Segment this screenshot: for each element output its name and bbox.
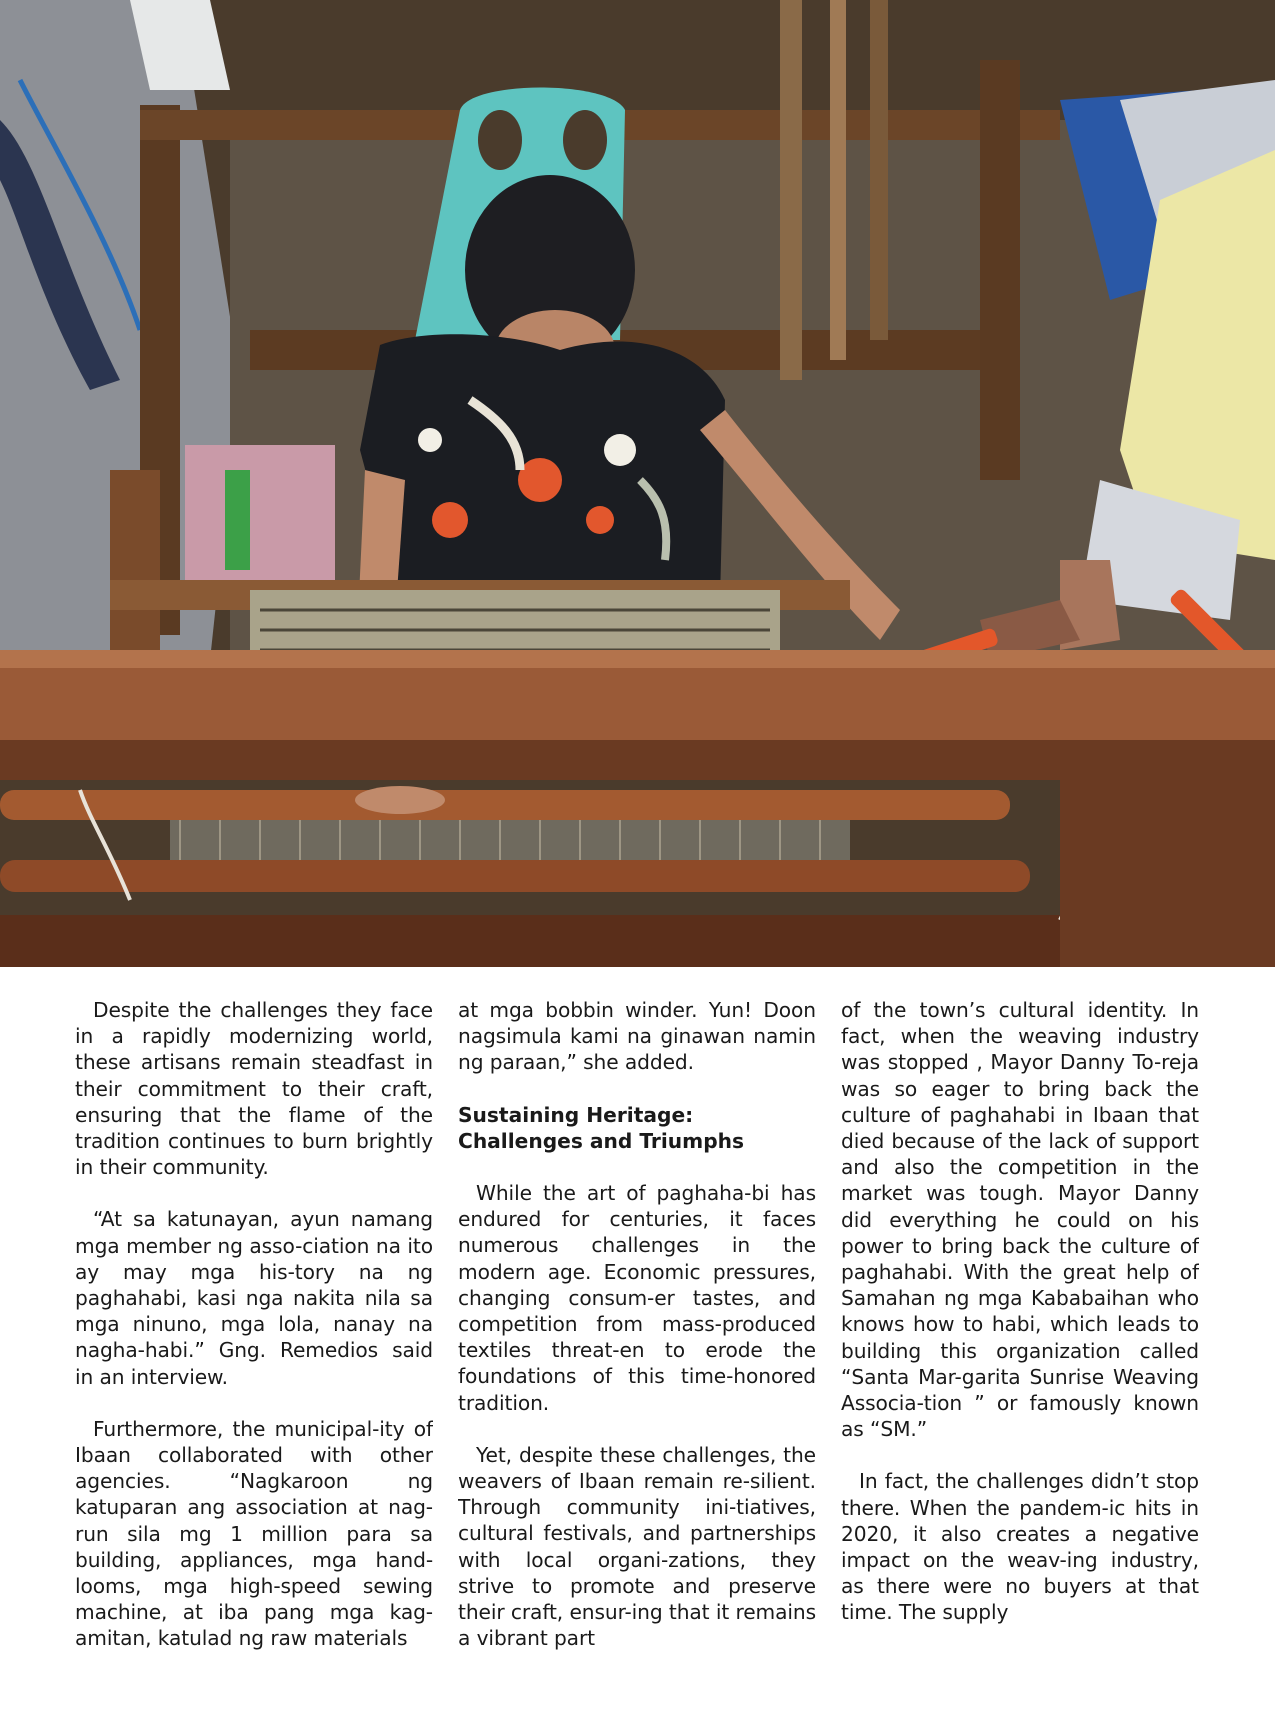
section-heading-line-1: Sustaining Heritage:	[458, 1102, 694, 1127]
section-heading	[458, 1102, 816, 1154]
paragraph: While the art of paghaha-bi has endured for centuries, it faces numerous challenges in the modern age. Economic pressures, changing consum-er tastes, and competition from mass-produced textiles threat-en to erode the foundations of this time-honored tradition.	[458, 1181, 816, 1415]
article-column-3	[841, 997, 1199, 1687]
paragraph: of the town’s cultural identity. In fact, when the weaving industry was stopped , Mayor Danny To-reja was so eager to bring back the culture of paghahabi in Ibaan that died because of the lack of support and also the competition in the market was tough. Mayor Danny did everything he could on his power to bring back the culture of paghahabi. With the great help of Samahan ng mga Kababaihan who knows how to habi, which leads to building this organization called “Santa Mar-garita Sunrise Weaving Associa-tion ” or famously known as “SM.”	[841, 998, 1199, 1442]
article-column-2	[458, 997, 816, 1687]
paragraph: Yet, despite these challenges, the weavers of Ibaan remain re-silient. Through community ini-tiatives, cultural festivals, and partnerships with local organi-zations, they strive to promote and preserve their craft, ensur-ing that it remains a vibrant part	[458, 1442, 816, 1651]
article-body	[75, 997, 1200, 1687]
article-column-1	[75, 997, 433, 1687]
paragraph: “At sa katunayan, ayun namang mga member ng asso-ciation na ito ay may mga his-tory na ng paghahabi, kasi nga nakita nila sa mga ninuno, mga lola, nanay na nagha-habi.” Gng. Remedios said in an interview.	[75, 1207, 433, 1389]
paragraph: Furthermore, the municipal-ity of Ibaan collaborated with other agencies. “Nagkaroon ng katuparan ang association at nag-run sila mg 1 million para sa building, appliances, mga hand-looms, mga high-speed sewing machine, at iba pang mga kag-amitan, katulad ng raw materials	[75, 1416, 433, 1651]
paragraph: at mga bobbin winder. Yun! Doon nagsimula kami na ginawan namin ng paraan,” she added.	[458, 998, 816, 1075]
section-heading-line-2: Challenges and Triumphs	[458, 1128, 745, 1153]
paragraph: In fact, the challenges didn’t stop there. When the pandem-ic hits in 2020, it also creates a negative impact on the weav-ing industry, as there were no buyers at that time. The supply	[841, 1469, 1199, 1625]
paragraph: Despite the challenges they face in a rapidly modernizing world, these artisans remain steadfast in their commitment to their craft, ensuring that the flame of the tradition continues to burn brightly in their community.	[75, 998, 433, 1180]
